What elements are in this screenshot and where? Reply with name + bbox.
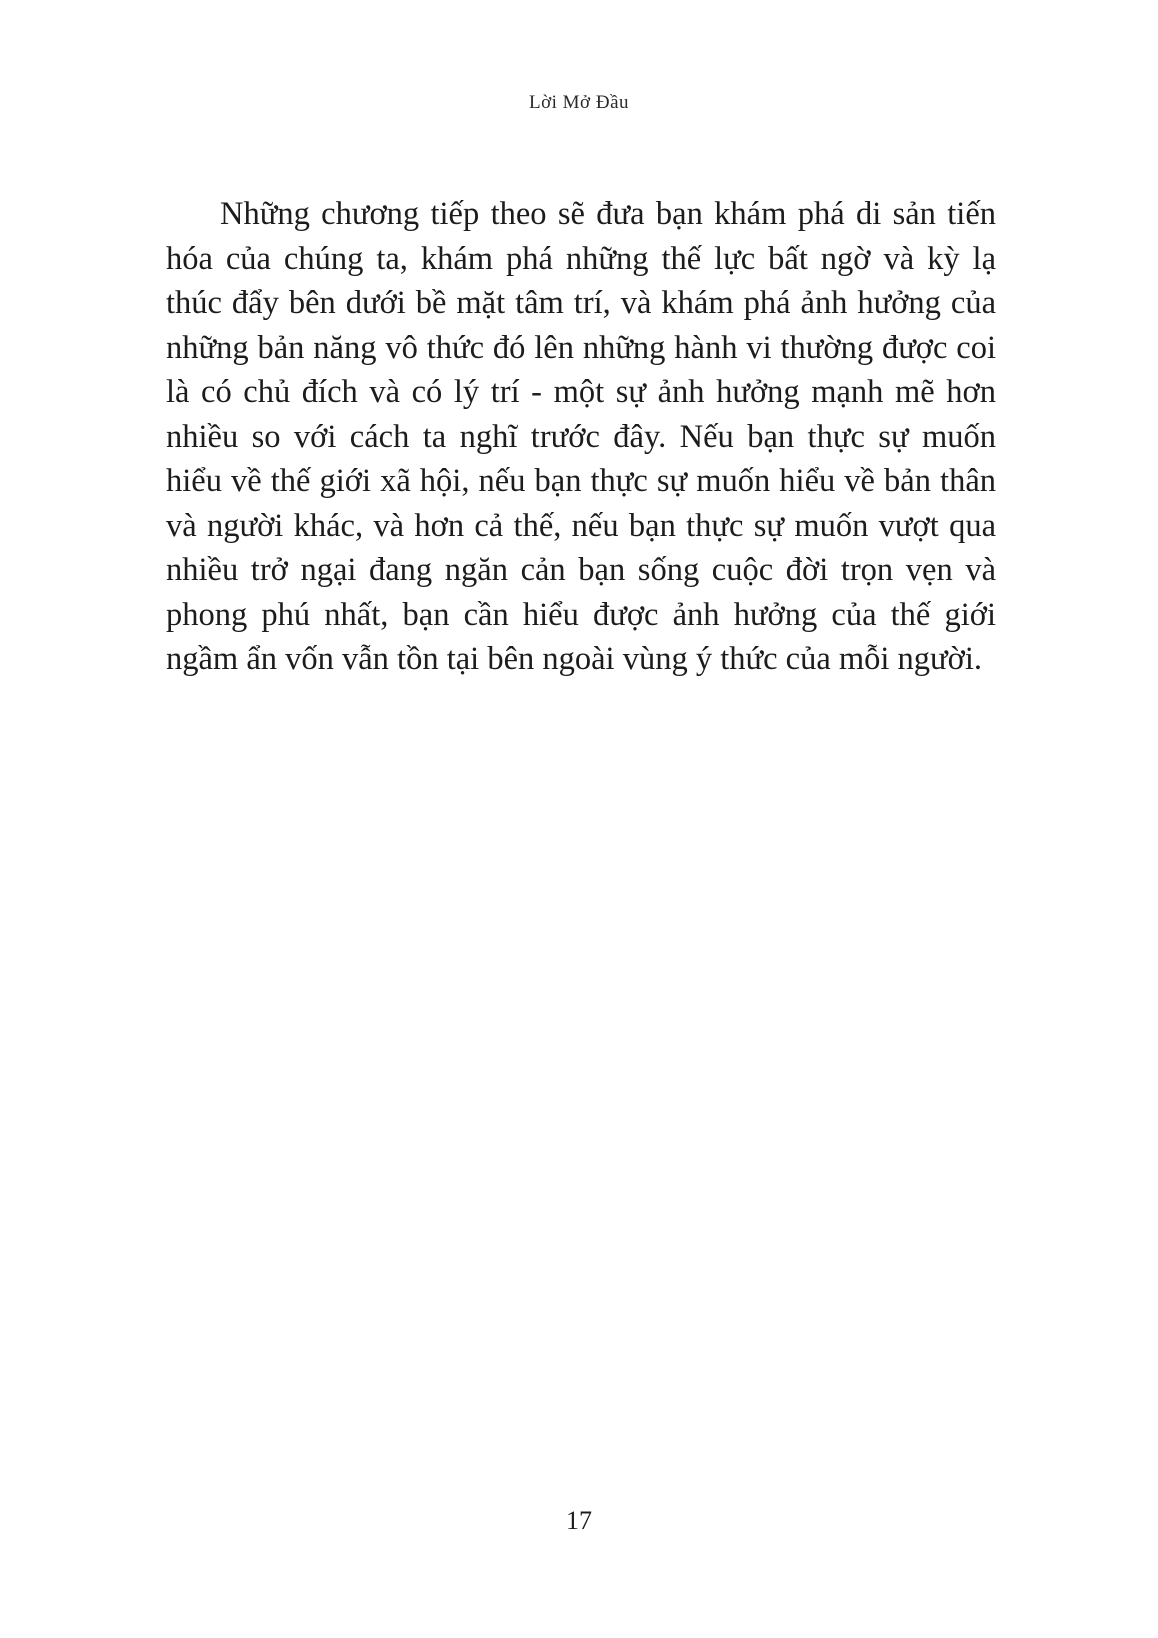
page-number: 17 bbox=[566, 1506, 592, 1535]
body-paragraph: Những chương tiếp theo sẽ đưa bạn khám phá di sản tiến hóa của chúng ta, khám phá những thế lực bất ngờ và kỳ lạ thúc đẩy bên dưới bề mặt tâm trí, và khám phá ảnh hưởng của những bản năng vô thức đó lên những hành vi thường được coi là có chủ đích và có lý trí - một sự ảnh hưởng mạnh mẽ hơn nhiều so với cách ta nghĩ trước đây. Nếu bạn thực sự muốn hiểu về thế giới xã hội, nếu bạn thực sự muốn hiểu về bản thân và người khác, và hơn cả thế, nếu bạn thực sự muốn vượt qua nhiều trở ngại đang ngăn cản bạn sống cuộc đời trọn vẹn và phong phú nhất, bạn cần hiểu được ảnh hưởng của thế giới ngầm ẩn vốn vẫn tồn tại bên ngoài vùng ý thức của mỗi người. bbox=[166, 196, 996, 677]
running-header-title: Lời Mở Đầu bbox=[528, 92, 630, 113]
